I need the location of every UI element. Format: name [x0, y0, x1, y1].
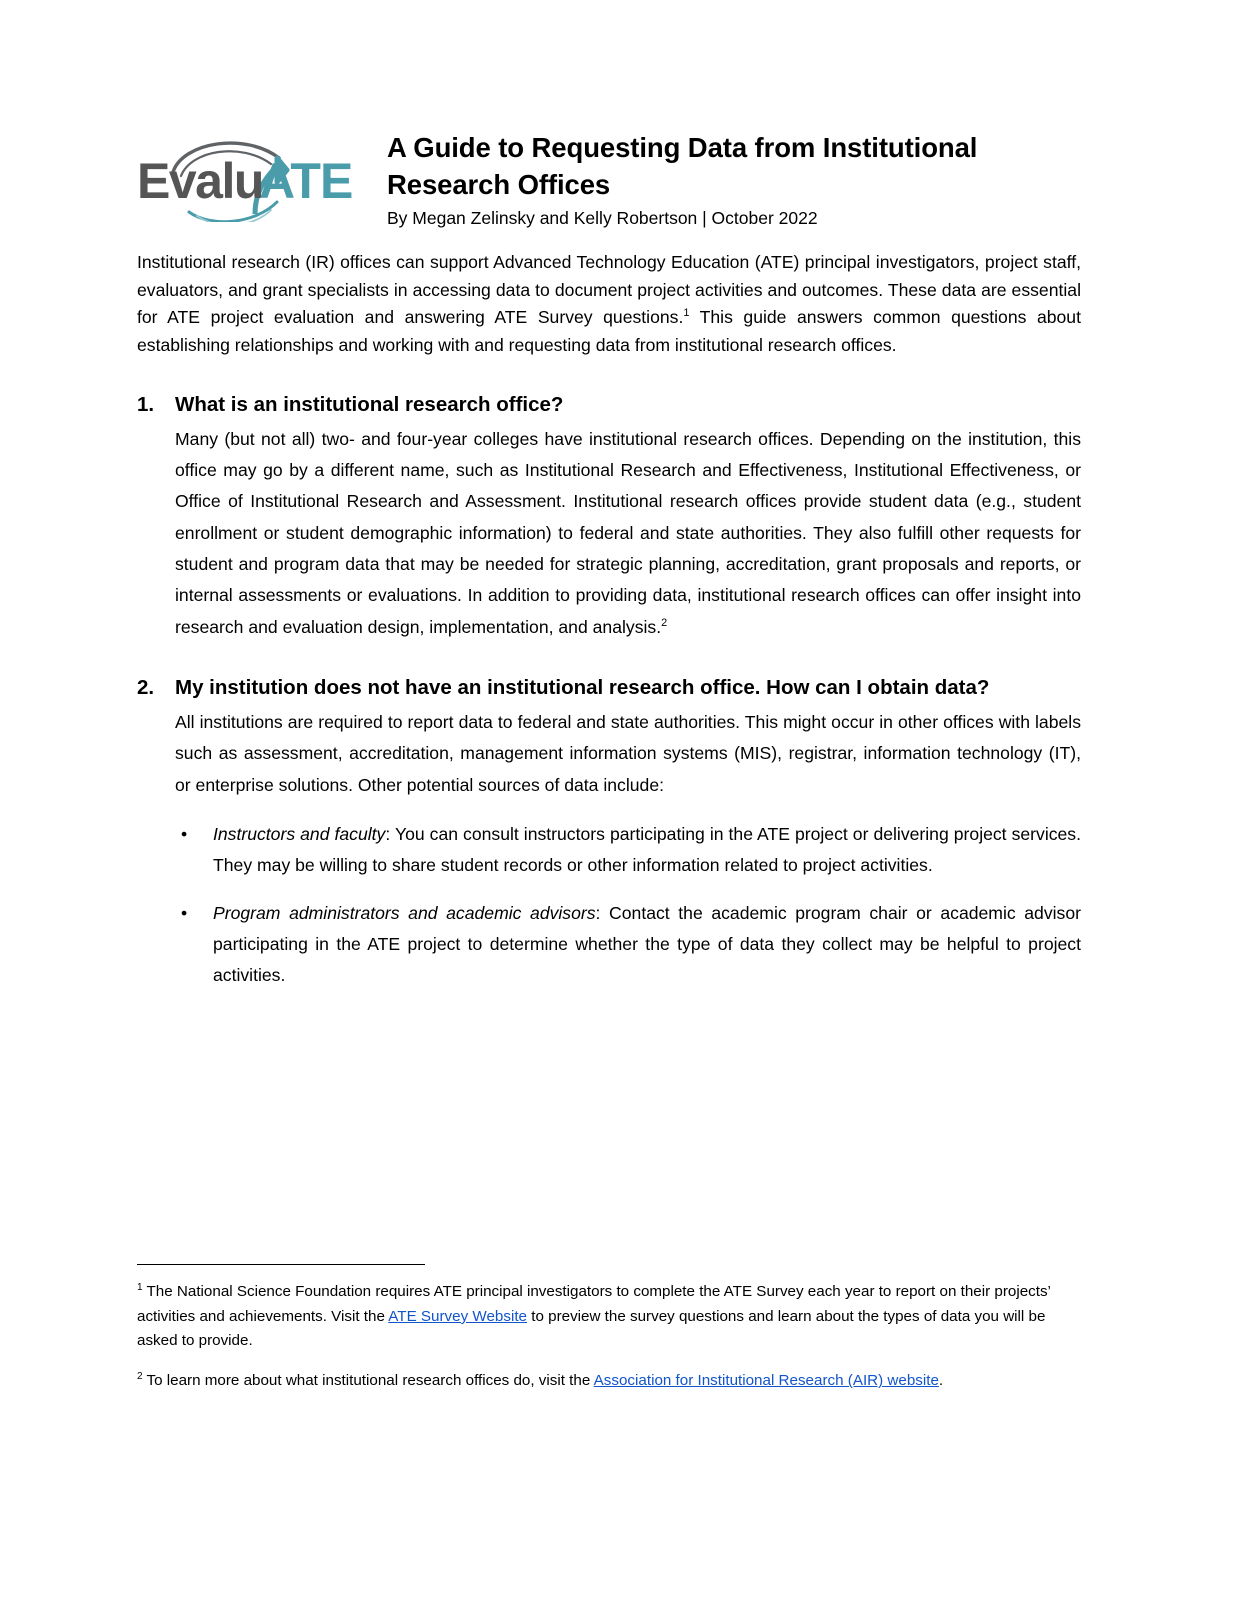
footnote-marker-2: 2: [137, 1371, 143, 1383]
bullet-dot-icon: •: [181, 902, 188, 923]
data-sources-bullet-list: [175, 819, 1081, 992]
qa-section-1: [137, 390, 1081, 643]
document-content: [137, 128, 1081, 1007]
qa-heading-2: [137, 673, 1081, 703]
bullet-text-1: : You can consult instructors participating in the ATE project or delivering project services. They may be willing to share student records or other information related to project activities.: [213, 823, 1081, 876]
air-website-link[interactable]: Association for Institutional Research (AIR) website: [593, 1372, 939, 1390]
footnote-2-text-after: .: [938, 1372, 944, 1390]
svg-text:Evalu: Evalu: [137, 153, 263, 209]
list-item: [175, 898, 1081, 992]
footnote-1: [137, 1280, 1081, 1354]
footnote-2-text-before: To learn more about what institutional research offices do, visit the: [142, 1372, 594, 1390]
qa-number-2: 2.: [137, 676, 155, 700]
footnotes-area: [137, 1264, 1081, 1408]
intro-text-part1: Institutional research (IR) offices can support Advanced Technology Education (ATE) principal investigators, project staff, evaluators, and grant specialists in accessing data to document project activities and outcomes. These data are essential for ATE project evaluation and answering ATE Survey questions.: [137, 251, 1081, 328]
intro-text-part2: This guide answers common questions about establishing relationships and working with and requesting data from institutional research offices.: [137, 307, 1081, 356]
footnote-separator: [137, 1264, 425, 1265]
footnote-2: [137, 1369, 1081, 1394]
qa-number-1: 1.: [137, 392, 155, 416]
qa-heading-1: [137, 390, 1081, 420]
qa-heading-text-1: What is an institutional research office?: [175, 392, 564, 416]
document-title: A Guide to Requesting Data from Institutional Research Offices: [387, 132, 978, 200]
intro-paragraph: [137, 249, 1081, 360]
footnote-1-text-after: to preview the survey questions and learn about the types of data you will be asked to provide.: [137, 1307, 1046, 1350]
qa-section-2: [137, 673, 1081, 991]
bullet-dot-icon: •: [181, 823, 188, 844]
evaluate-logo-graphic: [137, 136, 369, 222]
bullet-lead-1: Instructors and faculty: [213, 823, 386, 844]
footnote-ref-1[interactable]: 1: [683, 307, 690, 320]
document-byline: By Megan Zelinsky and Kelly Robertson | October 2022: [387, 208, 818, 229]
bullet-lead-2: Program administrators and academic advisors: [213, 902, 596, 923]
footnote-ref-2[interactable]: 2: [661, 616, 668, 629]
evaluate-logo: [137, 128, 369, 222]
qa-body-1-text: Many (but not all) two- and four-year colleges have institutional research offices. Depending on the institution, this office may go by a different name, such as Institutional Research and Effectiveness, Institutional Effectiveness, or Office of Institutional Research and Assessment. Institutional research offices provide student data (e.g., student enrollment or student demographic information) to federal and state authorities. They also fulfill other requests for student and program data that may be needed for strategic planning, accreditation, grant proposals and reports, or internal assessments or evaluations. In addition to providing data, institutional research offices can offer insight into research and evaluation design, implementation, and analysis.: [175, 428, 1081, 637]
ate-survey-website-link[interactable]: ATE Survey Website: [388, 1307, 528, 1325]
document-header: [137, 128, 1081, 231]
qa-heading-text-2: My institution does not have an institutional research office. How can I obtain data?: [175, 676, 990, 700]
footnote-1-text-before: The National Science Foundation requires ATE principal investigators to complete the ATE Survey each year to report on their projects’ activities and achievements. Visit the: [137, 1283, 1051, 1325]
qa-body-2: All institutions are required to report data to federal and state authorities. This might occur in other offices with labels such as assessment, accreditation, management information systems (MIS), registrar, information technology (IT), or enterprise solutions. Other potential sources of data include:: [175, 711, 1081, 795]
bullet-text-2: : Contact the academic program chair or academic advisor participating in the ATE project to determine whether the type of data they collect may be helpful to project activities.: [213, 902, 1081, 986]
list-item: [175, 819, 1081, 882]
svg-text:ATE: ATE: [259, 153, 353, 209]
title-block: [369, 128, 1081, 231]
qa-body-1: [175, 424, 1081, 643]
footnote-marker-1: 1: [137, 1282, 143, 1294]
